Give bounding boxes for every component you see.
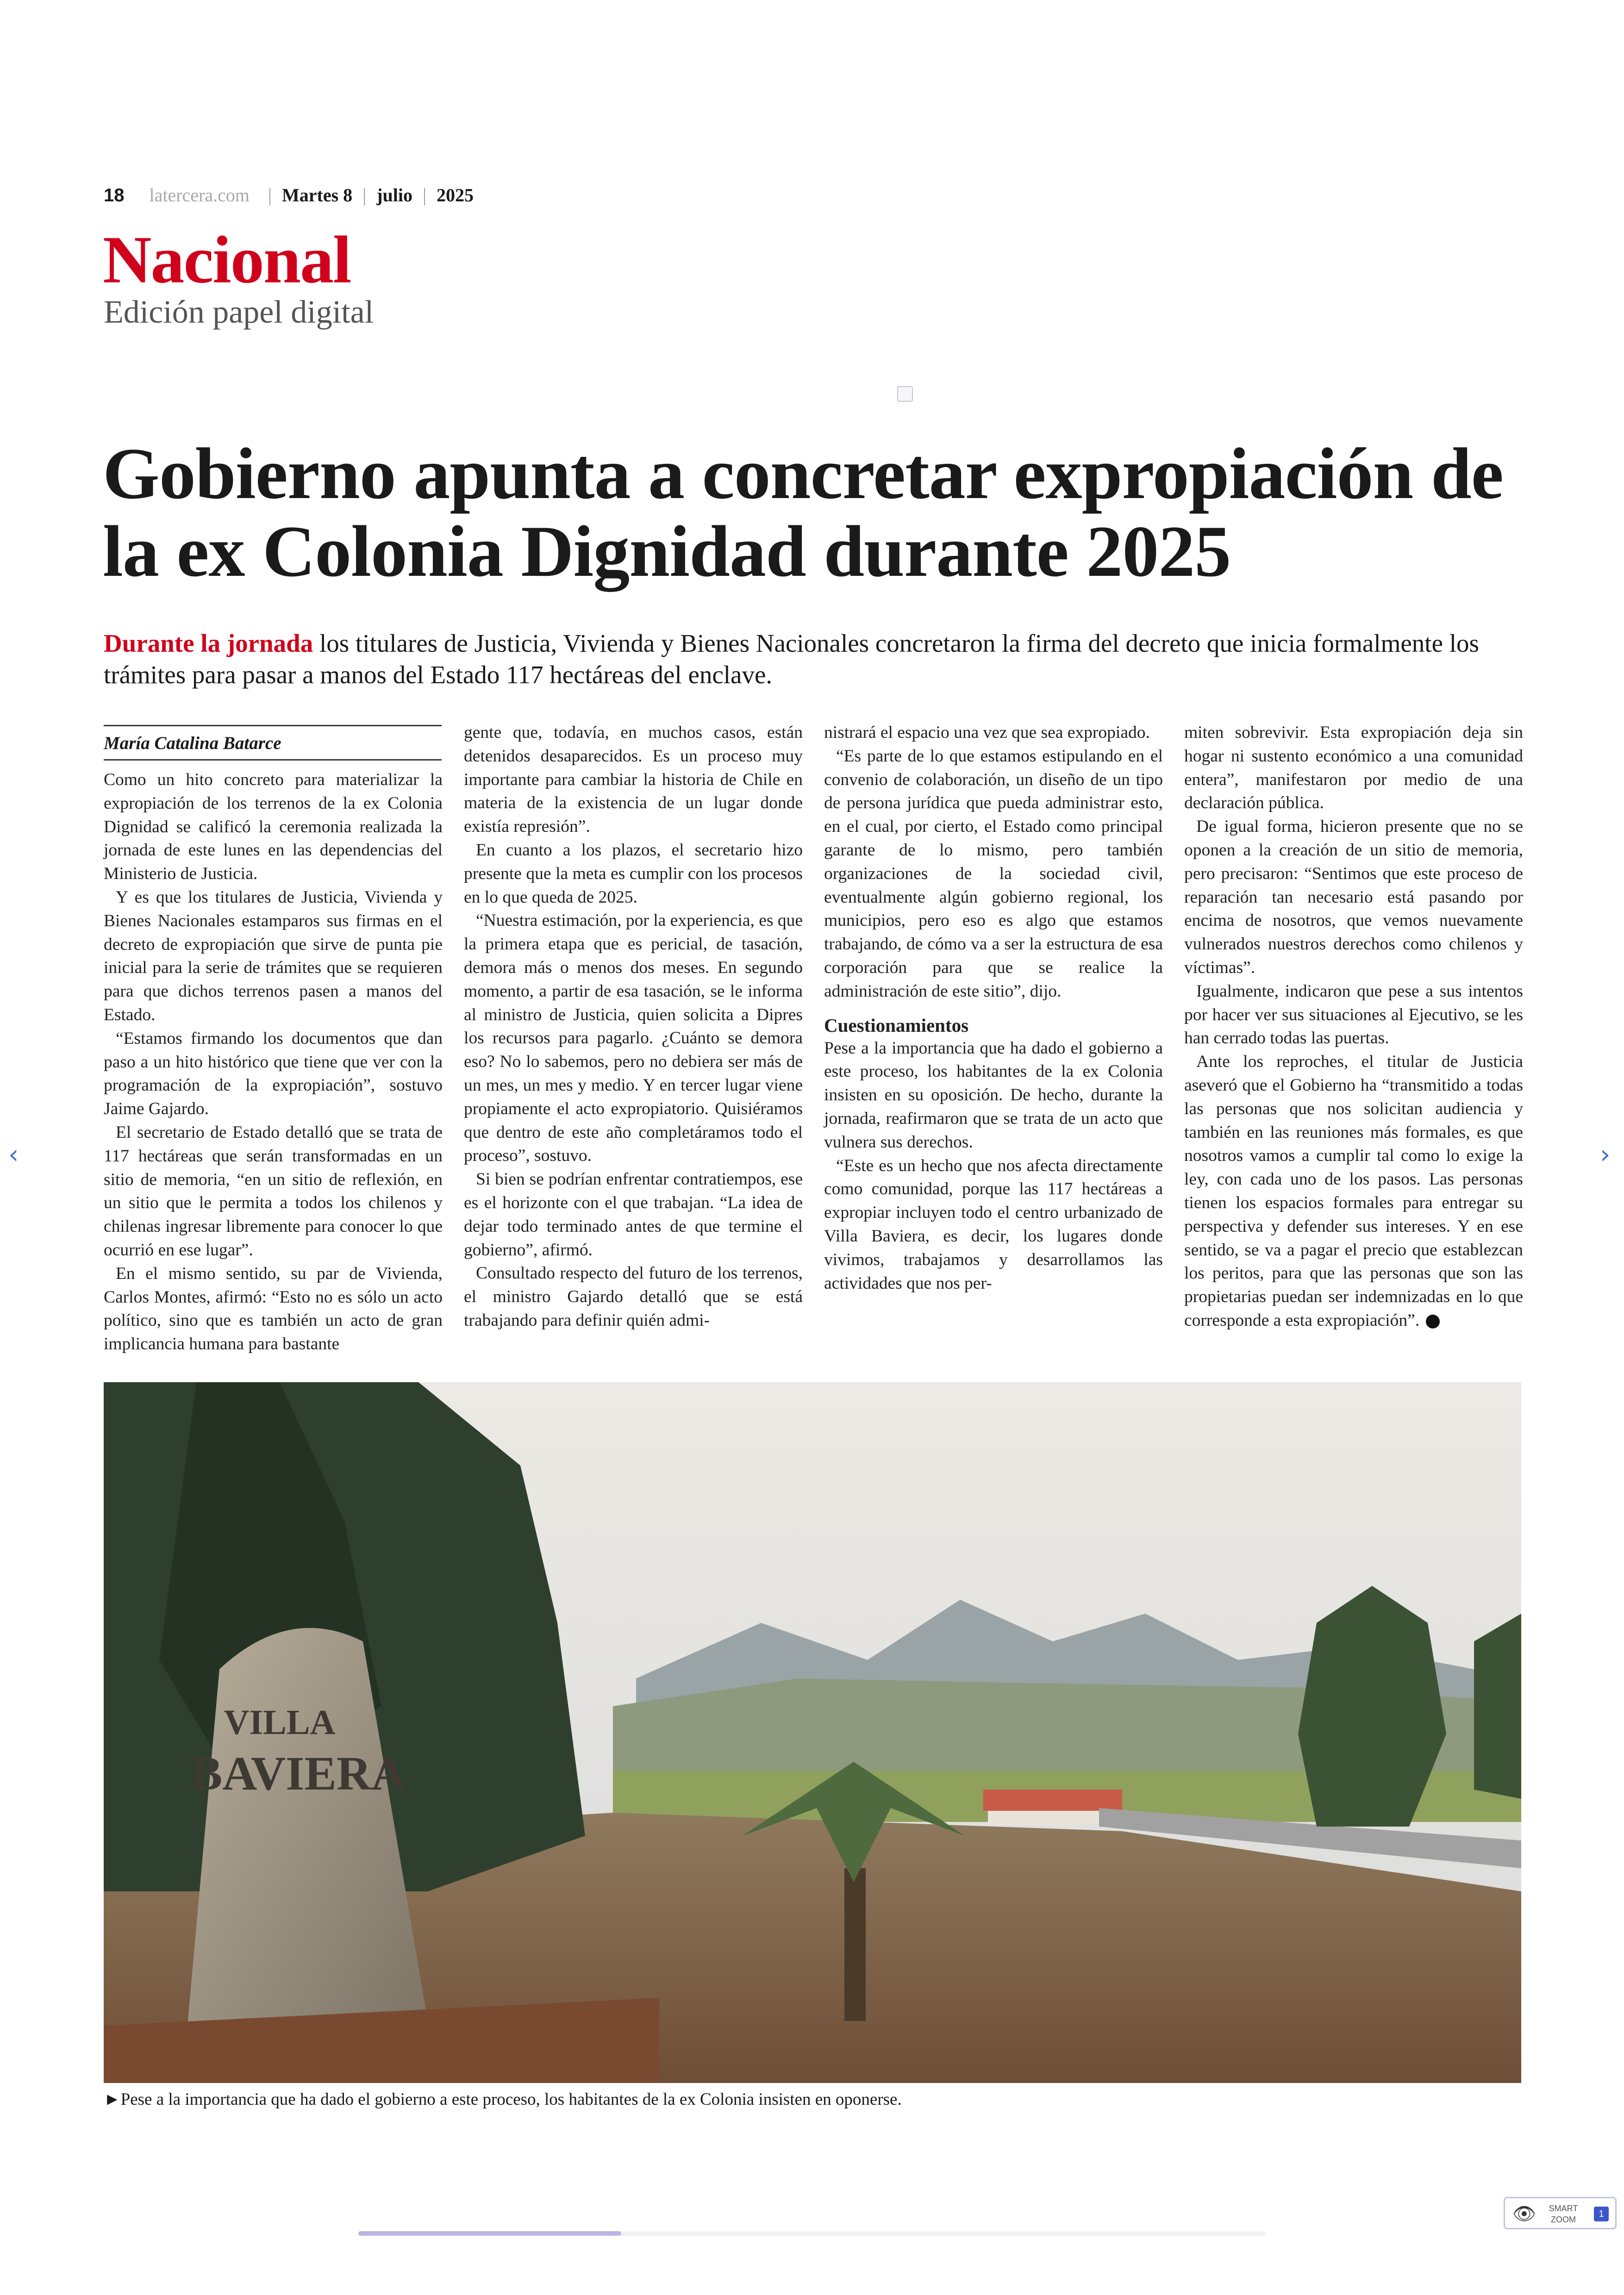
page-header: 18 latercera.com | Martes 8 | julio | 2025 — [104, 185, 474, 206]
byline: María Catalina Batarce — [104, 725, 442, 754]
photo-caption: ►Pese a la importancia que ha dado el gobierno a este proceso, los habitantes de la ex Colonia insisten en oponerse. — [104, 2090, 902, 2109]
paragraph: En cuanto a los plazos, el secretario hizo presente que la meta es cumplir con los procesos en lo que queda de 2025. — [464, 840, 803, 907]
smart-zoom-label: SMART ZOOM — [1549, 2204, 1578, 2224]
eye-icon: 👁 — [1512, 2203, 1536, 2225]
byline-divider — [104, 759, 442, 761]
page-progress-fill — [358, 2231, 621, 2236]
article-photo — [104, 1382, 1521, 2083]
site-name: latercera.com — [149, 185, 250, 206]
date-year: 2025 — [437, 185, 474, 206]
lead — [104, 628, 1539, 691]
date-day: Martes 8 — [282, 185, 353, 206]
article-column-2 — [464, 721, 803, 1333]
villa-baviera-landscape — [104, 1382, 1521, 2083]
edition-label: Edición papel digital — [104, 294, 374, 330]
page-number: 18 — [104, 185, 125, 206]
paragraph: El secretario de Estado detalló que se trata de 117 hectáreas que serán transformadas en un sitio de memoria, “en un sitio de reflexión, en un sitio que le permita a todos los chilenos y chilenas ingresar libremente para conocer lo que ocurrió en ese lugar”. — [104, 1123, 443, 1260]
chevron-left-icon[interactable]: ‹ — [8, 1140, 19, 1170]
date-month: julio — [376, 185, 412, 206]
chevron-right-icon[interactable]: › — [1600, 1140, 1611, 1170]
paragraph: gente que, todavía, en muchos casos, están detenidos desaparecidos. Es un proceso muy importante para cambiar la historia de Chile en materia de la existencia de un lugar donde existía represión”. — [464, 723, 803, 836]
paragraph: Y es que los titulares de Justicia, Vivienda y Bienes Nacionales estamparos sus firmas en el decreto de expropiación que sirve de punta pie inicial para la serie de trámites que se requieren para que dichos terrenos pasen a manos del Estado. — [104, 887, 443, 1024]
paragraph: De igual forma, hicieron presente que no se oponen a la creación de un sitio de memoria, pero precisaron: “Sentimos que este proceso de reparación tan necesario está pasando por encima de nosotros, que vemos nuevamente vulnerados nuestros derechos como chilenos y víctimas”. — [1184, 817, 1523, 977]
paragraph: Ante los reproches, el titular de Justicia aseveró que el Gobierno ha “transmitido a todas las personas que nos solicitan audiencia y también en las reuniones más formales, es que nosotros vamos a cumplir tal como lo exige la ley, con cada uno de los pasos. Las personas tienen los espacios formales para entregar su perspectiva y defender sus intereses. Y en ese sentido, se va a pagar el precio que establezcan los peritos, para que las personas que son las propietarias puedan ser indemnizadas en lo que corresponde a esta expropiación”. — [1184, 1052, 1523, 1330]
paragraph: miten sobrevivir. Esta expropiación deja sin hogar ni sustento económico a una comunidad entera”, manifestaron por medio de una declaración pública. — [1184, 723, 1523, 813]
article-column-1 — [104, 768, 443, 1356]
paragraph: En el mismo sentido, su par de Vivienda, Carlos Montes, afirmó: “Esto no es sólo un acto político, sino que es también un acto de gran implicancia humana para bastante — [104, 1264, 443, 1354]
lead-text: los titulares de Justicia, Vivienda y Bienes Nacionales concretaron la firma del decreto que inicia formalmente los trámites para pasar a manos del Estado 117 hectáreas del enclave. — [104, 629, 1479, 689]
paragraph: Como un hito concreto para materializar la expropiación de los terrenos de la ex Colonia Dignidad se calificó la ceremonia realizada la jornada de este lunes en las dependencias del Ministerio de Justicia. — [104, 770, 443, 884]
lead-kicker: Durante la jornada — [104, 629, 313, 657]
sign-text-villa: VILLA — [224, 1703, 336, 1742]
article-column-4 — [1184, 721, 1523, 1333]
image-placeholder-icon — [897, 386, 913, 402]
paragraph: “Este es un hecho que nos afecta directamente como comunidad, porque las 117 hectáreas a expropiar incluyen todo el centro urbanizado de Villa Baviera, es decir, los lugares donde vivimos, trabajamos y desarrollamos las actividades que nos per- — [824, 1156, 1163, 1293]
sign-text-baviera: BAVIERA — [190, 1747, 406, 1800]
paragraph: Consultado respecto del futuro de los terrenos, el ministro Gajardo detalló que se está trabajando para definir quién admi- — [464, 1264, 803, 1330]
paragraph: Si bien se podrían enfrentar contratiempos, ese es el horizonte con el que trabajan. “La idea de dejar todo terminado antes de que termine el gobierno”, afirmó. — [464, 1170, 803, 1260]
paragraph: nistrará el espacio una vez que sea expropiado. — [824, 723, 1150, 742]
end-of-article-bullet-icon — [1426, 1315, 1440, 1328]
smart-zoom-button[interactable] — [1504, 2197, 1617, 2229]
paragraph: Igualmente, indicaron que pese a sus intentos por hacer ver sus situaciones al Ejecutivo, se les han cerrado todas las puertas. — [1184, 981, 1523, 1048]
paragraph: Pese a la importancia que ha dado el gobierno a este proceso, los habitantes de la ex Colonia insisten en su oposición. De hecho, durante la jornada, reafirmaron que se trata de un acto que vulnera sus derechos. — [824, 1038, 1163, 1152]
subheading: Cuestionamientos — [824, 1014, 969, 1036]
page-badge: 1 — [1594, 2207, 1609, 2221]
section-title: Nacional — [103, 222, 351, 297]
headline: Gobierno apunta a concretar expropiación de la ex Colonia Dignidad durante 2025 — [103, 433, 1503, 592]
page-progress-bar[interactable] — [358, 2231, 1266, 2236]
paragraph: “Estamos firmando los documentos que dan paso a un hito histórico que tiene que ver con la programación de la expropiación”, sostuvo Jaime Gajardo. — [104, 1029, 443, 1119]
paragraph: “Es parte de lo que estamos estipulando en el convenio de colaboración, un diseño de un tipo de persona jurídica que pueda administrar esto, en el cual, por cierto, el Estado como principal garante de lo mismo, pero también organizaciones de la sociedad civil, eventualmente algún gobierno regional, los municipios, pero eso es algo que estamos trabajando, de cómo va a ser la estructura de esa corporación para que se realice la administración de este sitio”, dijo. — [824, 746, 1163, 1001]
paragraph: “Nuestra estimación, por la experiencia, es que la primera etapa que es pericial, de tasación, demora más o menos dos meses. En segundo momento, a partir de esa tasación, se le informa al ministro de Justicia, quien solicita a Dipres los recursos para pagarlo. ¿Cuánto se demora eso? No lo sabemos, pero no debiera ser más de un mes, un mes y medio. Y en tercer lugar viene propiamente el acto expropiatorio. Quisiéramos que dentro de este año completáramos todo el proceso”, sostuvo. — [464, 911, 803, 1166]
article-column-3 — [824, 721, 1163, 1295]
